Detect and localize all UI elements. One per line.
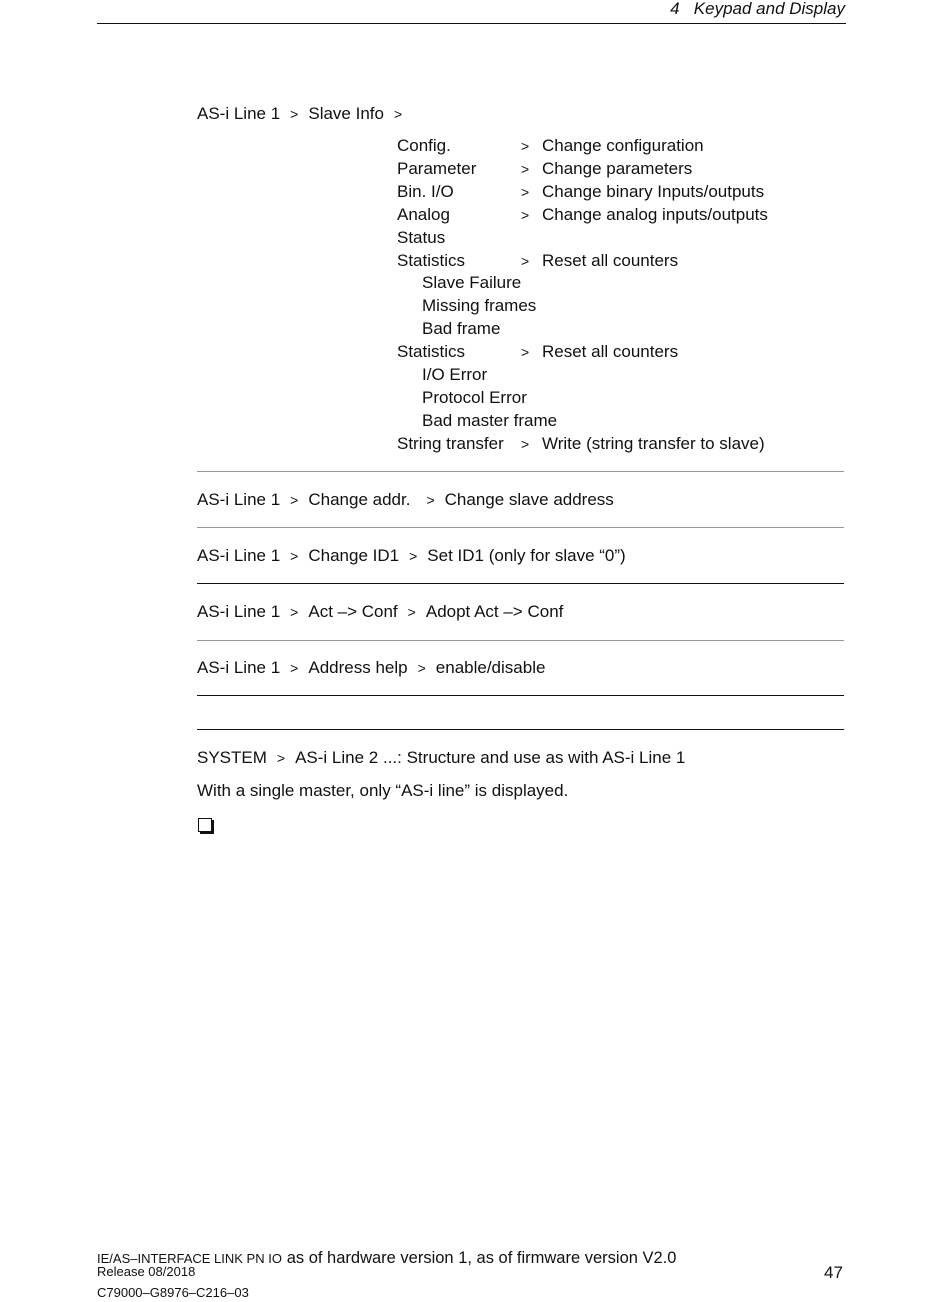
divider — [197, 527, 844, 528]
menu-action: Change slave address — [444, 490, 614, 509]
slave-info-item-action: Change configuration — [542, 136, 704, 155]
menu-item: Change ID1 — [308, 546, 400, 565]
system-text: AS-i Line 2 ...: Structure and use as with AS-i Line 1 — [295, 748, 686, 767]
footer-product-name: IE/AS–INTERFACE LINK PN IO — [97, 1251, 282, 1266]
menu-line — [197, 658, 545, 678]
menu-item: Address help — [308, 658, 408, 677]
slave-info-item-action: Change analog inputs/outputs — [542, 205, 768, 224]
slave-info-item-label: Bad master frame — [422, 411, 558, 430]
gt-symbol: > — [407, 604, 416, 620]
gt-symbol: > — [426, 492, 435, 508]
footer-product-version: as of hardware version 1, as of firmware version V2.0 — [286, 1249, 677, 1267]
slave-info-item-label: Bin. I/O — [397, 182, 454, 201]
gt-symbol: > — [521, 138, 530, 154]
menu-item: Change addr. — [308, 490, 411, 509]
slave-info-item-action: Reset all counters — [542, 342, 679, 361]
menu-root: AS-i Line 1 — [197, 658, 281, 677]
menu-root: AS-i Line 1 — [197, 602, 281, 621]
gt-symbol: > — [521, 161, 530, 177]
gt-symbol: > — [276, 750, 286, 766]
gt-symbol: > — [521, 253, 530, 269]
menu-item: Act –> Conf — [308, 602, 398, 621]
slave-info-item-label: Statistics — [397, 342, 466, 361]
slave-info-item-label: I/O Error — [422, 365, 488, 384]
divider — [197, 471, 844, 472]
slave-info-item-label: Config. — [397, 136, 451, 155]
divider — [197, 695, 844, 696]
slave-info-item-action: Write (string transfer to slave) — [542, 434, 765, 453]
divider — [197, 729, 844, 730]
divider — [197, 640, 844, 641]
footer-release: Release 08/2018 — [97, 1264, 196, 1279]
slave-info-item-label: Missing frames — [422, 296, 537, 315]
gt-symbol: > — [290, 604, 299, 620]
system-line — [197, 748, 685, 768]
gt-symbol: > — [521, 344, 530, 360]
footer-doc-number: C79000–G8976–C216–03 — [97, 1285, 249, 1300]
slave-info-item-action: Reset all counters — [542, 251, 679, 270]
end-of-section-checkbox-icon — [198, 818, 212, 832]
menu-root: AS-i Line 1 — [197, 546, 281, 565]
menu-line — [197, 546, 626, 566]
slave-info-item-label: Statistics — [397, 251, 466, 270]
slave-info-item-label: Status — [397, 228, 446, 247]
divider — [197, 583, 844, 584]
path-sub: Slave Info — [308, 104, 384, 123]
gt-symbol: > — [521, 207, 530, 223]
gt-symbol: > — [409, 548, 418, 564]
gt-symbol: > — [521, 436, 530, 452]
menu-action: Adopt Act –> Conf — [425, 602, 564, 621]
gt-symbol: > — [417, 660, 426, 676]
chapter-number: 4 — [670, 0, 680, 18]
gt-symbol: > — [393, 106, 403, 122]
menu-line — [197, 602, 563, 622]
menu-line — [197, 490, 614, 510]
running-header — [670, 0, 845, 19]
gt-symbol: > — [290, 660, 299, 676]
slave-info-item-action: Change binary Inputs/outputs — [542, 182, 765, 201]
slave-info-path — [197, 104, 412, 124]
system-root: SYSTEM — [197, 748, 267, 767]
slave-info-item-label: Bad frame — [422, 319, 501, 338]
header-rule — [97, 23, 846, 24]
slave-info-item-label: Parameter — [397, 159, 477, 178]
menu-action: enable/disable — [435, 658, 546, 677]
menu-root: AS-i Line 1 — [197, 490, 281, 509]
slave-info-item-label: Analog — [397, 205, 450, 224]
menu-action: Set ID1 (only for slave “0”) — [427, 546, 626, 565]
gt-symbol: > — [290, 492, 299, 508]
slave-info-item-label: Slave Failure — [422, 273, 522, 292]
gt-symbol: > — [521, 184, 530, 200]
gt-symbol: > — [290, 106, 299, 122]
slave-info-item-label: String transfer — [397, 434, 504, 453]
gt-symbol: > — [290, 548, 299, 564]
chapter-title: Keypad and Display — [693, 0, 845, 18]
slave-info-item-action: Change parameters — [542, 159, 693, 178]
note-text: With a single master, only “AS-i line” is displayed. — [197, 781, 569, 800]
page-number: 47 — [824, 1263, 843, 1282]
slave-info-item-label: Protocol Error — [422, 388, 527, 407]
path-root: AS-i Line 1 — [197, 104, 281, 123]
